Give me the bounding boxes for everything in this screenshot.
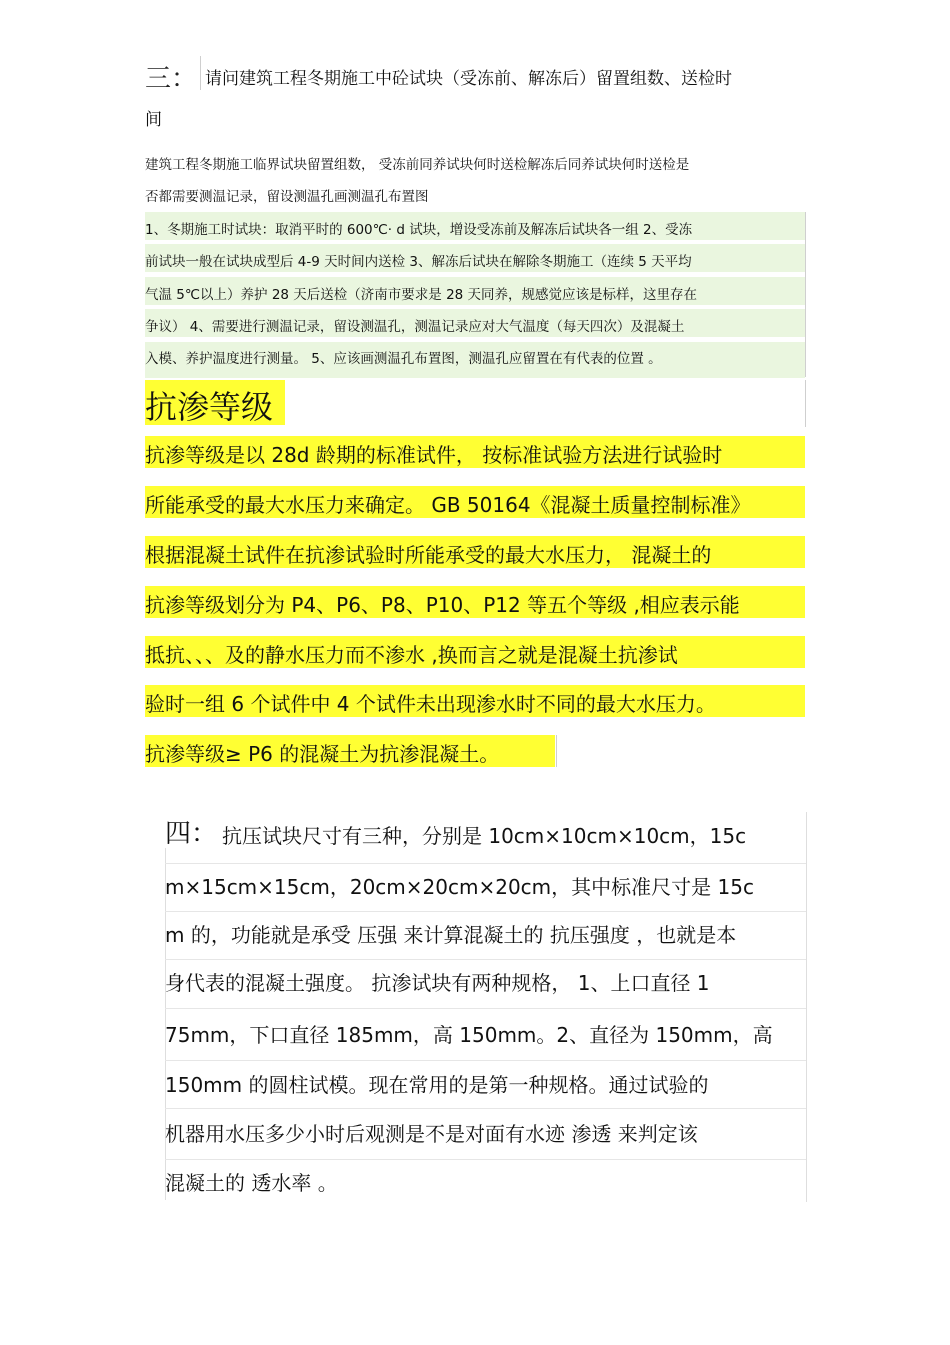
row-divider-4 — [165, 1008, 806, 1009]
section-4-line-7: 机器用水压多少小时后观测是不是对面有水迹 渗透 来判定该 — [165, 1122, 698, 1146]
row-divider-3 — [165, 959, 806, 960]
section-4-line-4: 身代表的混凝土强度。 抗渗试块有两种规格， 1、上口直径 1 — [165, 971, 710, 995]
row-divider-2 — [165, 911, 806, 912]
impermeability-line-6: 验时一组 6 个试件中 4 个试件未出现渗水时不同的最大水压力。 — [145, 692, 716, 716]
answer-right-border — [805, 212, 806, 377]
section-4-line-2: m×15cm×15cm，20cm×20cm×20cm，其中标准尺寸是 15c — [165, 875, 754, 899]
section-3-marker: 三： — [145, 64, 198, 94]
impermeability-line-1: 抗渗等级是以 28d 龄期的标准试件， 按标准试验方法进行试验时 — [145, 443, 723, 467]
section-4-line-3: m 的，功能就是承受 压强 来计算混凝土的 抗压强度 ，也就是本 — [165, 923, 737, 947]
section-4-line-8: 混凝土的 透水率 。 — [165, 1171, 338, 1195]
question-line-2: 否都需要测温记录，留设测温孔画测温孔布置图 — [145, 189, 429, 205]
section-4-line-1: 抗压试块尺寸有三种，分别是 10cm×10cm×10cm，15c — [222, 824, 747, 848]
row-divider-5 — [165, 1060, 806, 1061]
title-divider-line — [200, 56, 201, 90]
row-divider-6 — [165, 1108, 806, 1109]
section-4-line-5: 75mm，下口直径 185mm，高 150mm。2、直径为 150mm，高 — [165, 1023, 773, 1047]
section-4-right-border — [806, 812, 807, 1202]
impermeability-line-2: 所能承受的最大水压力来确定。 GB 50164《混凝土质量控制标准》 — [145, 493, 751, 517]
answer-line-4: 争议） 4、需要进行测温记录，留设测温孔，测温记录应对大气温度（每天四次）及混凝土 — [145, 319, 685, 335]
heading-right-border — [805, 380, 806, 427]
impermeability-line-7: 抗渗等级≥ P6 的混凝土为抗渗混凝土。 — [145, 742, 500, 766]
question-line-1: 建筑工程冬期施工临界试块留置组数， 受冻前同养试块何时送检解冻后同养试块何时送检是 — [145, 157, 690, 173]
section-4-line-6: 150mm 的圆柱试模。现在常用的是第一种规格。通过试验的 — [165, 1073, 709, 1097]
answer-line-2: 前试块一般在试块成型后 4-9 天时间内送检 3、解冻后试块在解除冬期施工（连续 5 天平均 — [145, 254, 692, 270]
answer-line-1: 1、冬期施工时试块：取消平时的 600℃· d 试块，增设受冻前及解冻后试块各一组 2、受冻 — [145, 222, 693, 238]
impermeability-line-5: 抵抗、、、及的静水压力而不渗水 ,换而言之就是混凝土抗渗试 — [145, 643, 678, 667]
impermeability-line-4: 抗渗等级划分为 P4、P6、P8、P10、P12 等五个等级 ,相应表示能 — [145, 593, 740, 617]
answer-line-5: 入模、养护温度进行测量。 5、应该画测温孔布置图，测温孔应留置在有代表的位置 。 — [145, 351, 662, 367]
impermeability-line-3: 根据混凝土试件在抗渗试验时所能承受的最大水压力， 混凝土的 — [145, 543, 712, 567]
impermeability-heading: 抗渗等级 — [145, 388, 274, 426]
section-3-title-continued: 间 — [145, 110, 162, 130]
section-3-title: 请问建筑工程冬期施工中砼试块（受冻前、解冻后）留置组数、送检时 — [205, 69, 732, 89]
row-divider-1 — [165, 863, 806, 864]
section-4-marker: 四： — [165, 819, 218, 849]
row-divider-7 — [165, 1159, 806, 1160]
last-line-border — [556, 735, 557, 767]
answer-line-3: 气温 5℃以上）养护 28 天后送检（济南市要求是 28 天同养，规感觉应该是标样，这里存在 — [145, 287, 698, 303]
